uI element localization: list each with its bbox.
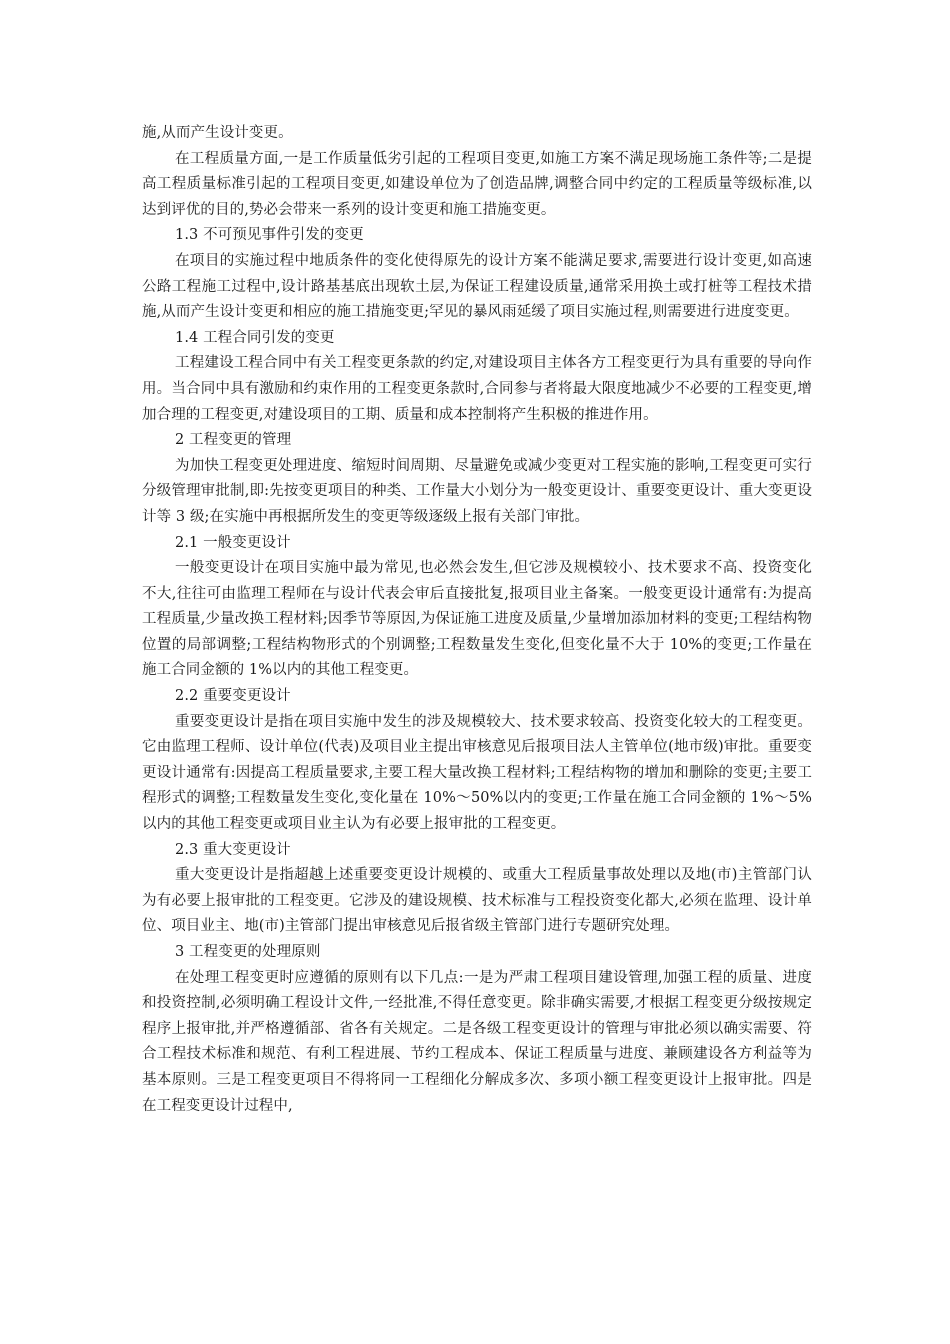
paragraph: 施,从而产生设计变更。: [142, 125, 293, 141]
paragraph: 在工程质量方面,一是工作质量低劣引起的工程项目变更,如施工方案不满足现场施工条件等;二是提高工程质量标准引起的工程项目变更,如建设单位为了创造品牌,调整合同中约定的工程质量等级标准,以达到评优的目的,势必会带来一系列的设计变更和施工措施变更。: [142, 150, 812, 218]
paragraph: 一般变更设计在项目实施中最为常见,也必然会发生,但它涉及规模较小、技术要求不高、投资变化不大,往往可由监理工程师在与设计代表会审后直接批复,报项目业主备案。一般变更设计通常有:为提高工程质量,少量改换工程材料;因季节等原因,为保证施工进度及质量,少量增加添加材料的变更;工程结构物位置的局部调整;工程结构物形式的个别调整;工程数量发生变化,但变化量不大于 10%的变更;工作量在施工合同金额的 1%以内的其他工程变更。: [142, 560, 812, 679]
section-heading: 1.4 工程合同引发的变更: [175, 329, 335, 346]
section-heading: 2 工程变更的管理: [175, 432, 292, 449]
section-heading: 1.3 不可预见事件引发的变更: [175, 227, 364, 244]
document-body: [142, 121, 812, 1119]
section-heading: 2.2 重要变更设计: [175, 688, 291, 705]
paragraph: 为加快工程变更处理进度、缩短时间周期、尽量避免或减少变更对工程实施的影响,工程变更可实行分级管理审批制,即:先按变更项目的种类、工作量大小划分为一般变更设计、重要变更设计、重大变更设计等 3 级;在实施中再根据所发生的变更等级逐级上报有关部门审批。: [142, 457, 812, 525]
paragraph: 在处理工程变更时应遵循的原则有以下几点:一是为严肃工程项目建设管理,加强工程的质量、进度和投资控制,必须明确工程设计文件,一经批准,不得任意变更。除非确实需要,才根据工程变更分级按规定程序上报审批,并严格遵循部、省各有关规定。二是各级工程变更设计的管理与审批必须以确实需要、符合工程技术标准和规范、有利工程进展、节约工程成本、保证工程质量与进度、兼顾建设各方利益等为基本原则。三是工程变更项目不得将同一工程细化分解成多次、多项小额工程变更设计上报审批。四是在工程变更设计过程中,: [142, 969, 812, 1114]
paragraph: 在项目的实施过程中地质条件的变化使得原先的设计方案不能满足要求,需要进行设计变更,如高速公路工程施工过程中,设计路基基底出现软土层,为保证工程建设质量,通常采用换土或打桩等工程技术措施,从而产生设计变更和相应的施工措施变更;罕见的暴风雨延缓了项目实施过程,则需要进行进度变更。: [142, 252, 812, 321]
paragraph: 重要变更设计是指在项目实施中发生的涉及规模较大、技术要求较高、投资变化较大的工程变更。它由监理工程师、设计单位(代表)及项目业主提出审核意见后报项目法人主管单位(地市级)审批。重要变更设计通常有:因提高工程质量要求,主要工程大量改换工程材料;工程结构物的增加和删除的变更;主要工程形式的调整;工程数量发生变化,变化量在 10%～50%以内的变更;工作量在施工合同金额的 1%～5%以内的其他工程变更或项目业主认为有必要上报审批的工程变更。: [142, 713, 812, 833]
section-heading: 3 工程变更的处理原则: [175, 944, 321, 960]
section-heading: 2.1 一般变更设计: [175, 534, 291, 551]
section-heading: 2.3 重大变更设计: [175, 841, 291, 858]
paragraph: 重大变更设计是指超越上述重要变更设计规模的、或重大工程质量事故处理以及地(市)主管部门认为有必要上报审批的工程变更。它涉及的建设规模、技术标准与工程投资变化都大,必须在监理、设计单位、项目业主、地(市)主管部门提出审核意见后报省级主管部门进行专题研究处理。: [142, 867, 812, 935]
paragraph: 工程建设工程合同中有关工程变更条款的约定,对建设项目主体各方工程变更行为具有重要的导向作用。当合同中具有激励和约束作用的工程变更条款时,合同参与者将最大限度地减少不必要的工程变更,增加合理的工程变更,对建设项目的工期、质量和成本控制将产生积极的推进作用。: [142, 355, 812, 423]
